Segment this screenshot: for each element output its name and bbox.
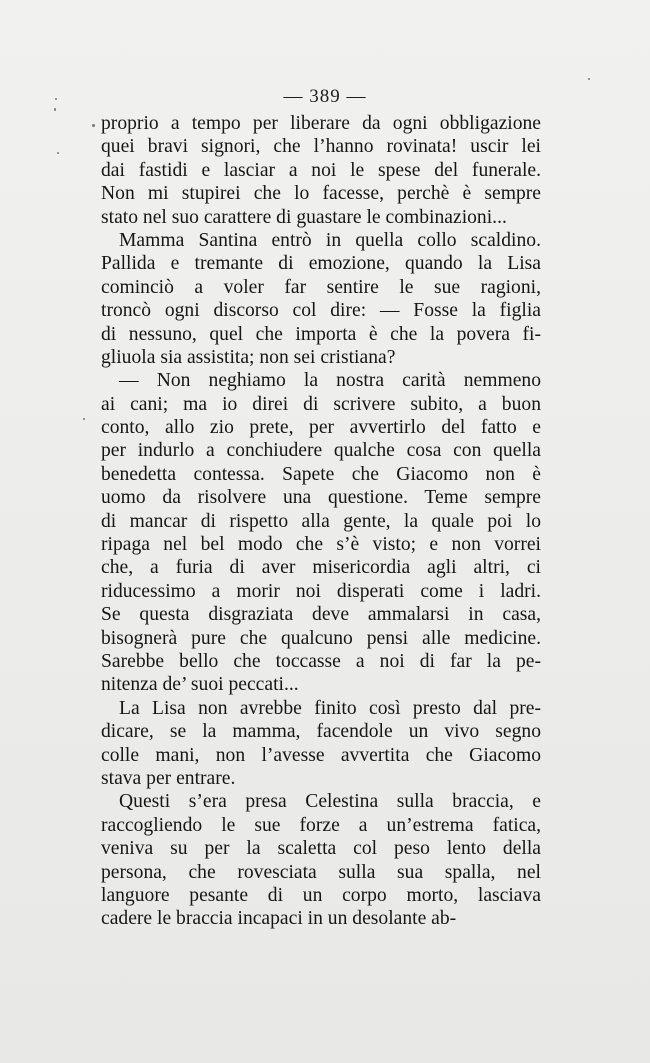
text-line: colle mani, non l’avesse avvertita che Giacomo bbox=[101, 744, 541, 766]
text-line: Se questa disgraziata deve ammalarsi in casa, bbox=[101, 604, 541, 626]
text-line: Mamma Santina entrò in quella collo scaldino. bbox=[119, 229, 541, 251]
page-number: — 389 — bbox=[283, 86, 367, 107]
text-line: bisognerà pure che qualcuno pensi alle medicine. bbox=[101, 627, 541, 649]
text-line: stava per entrare. bbox=[101, 767, 236, 789]
text-line: ripaga nel bel modo che s’è visto; e non vorrei bbox=[101, 534, 541, 556]
paragraph bbox=[101, 697, 541, 791]
paragraph bbox=[101, 229, 541, 369]
text-line: Pallida e tremante di emozione, quando la Lisa bbox=[101, 253, 541, 275]
text-line: dicare, se la mamma, facendole un vivo segno bbox=[101, 721, 541, 743]
text-line: per indurlo a conchiudere qualche cosa con quella bbox=[101, 440, 541, 462]
paragraph bbox=[101, 790, 541, 930]
text-line: di nessuno, quel che importa è che la povera fi- bbox=[101, 323, 541, 345]
text-line: gliuola sia assistita; non sei cristiana? bbox=[101, 346, 396, 368]
text-line: quei bravi signori, che l’hanno rovinata! uscir lei bbox=[101, 136, 541, 158]
text-line: Sarebbe bello che toccasse a noi di far la pe- bbox=[101, 650, 541, 672]
text-line: riducessimo a morir noi disperati come i ladri. bbox=[101, 580, 541, 602]
text-line: La Lisa non avrebbe finito così presto dal pre- bbox=[119, 697, 541, 719]
text-line: conto, allo zio prete, per avvertirlo del fatto e bbox=[101, 417, 541, 439]
text-line: stato nel suo carattere di guastare le combinazioni... bbox=[101, 206, 507, 228]
text-line: raccogliendo le sue forze a un’estrema fatica, bbox=[101, 814, 541, 836]
text-line: cadere le braccia incapaci in un desolante ab- bbox=[101, 908, 457, 930]
text-line: dai fastidi e lasciar a noi le spese del funerale. bbox=[101, 159, 541, 181]
text-line: cominciò a voler far sentire le sue ragioni, bbox=[101, 276, 541, 298]
text-line: — Non neghiamo la nostra carità nemmeno bbox=[119, 370, 541, 392]
ink-speck bbox=[588, 78, 590, 80]
text-line: di mancar di rispetto alla gente, la quale poi lo bbox=[101, 510, 541, 532]
ink-speck bbox=[57, 152, 59, 154]
text-line: ai cani; ma io direi di scrivere subito, a buon bbox=[101, 393, 541, 415]
text-line: che, a furia di aver misericordia agli altri, ci bbox=[101, 557, 541, 579]
text-line: Questi s’era presa Celestina sulla braccia, e bbox=[119, 791, 541, 813]
text-line: troncò ogni discorso col dire: — Fosse la figlia bbox=[101, 300, 541, 322]
text-line: proprio a tempo per liberare da ogni obbligazione bbox=[101, 113, 541, 134]
text-line: uomo da risolvere una questione. Teme sempre bbox=[101, 487, 541, 509]
text-line: benedetta contessa. Sapete che Giacomo non è bbox=[101, 463, 541, 485]
ink-speck bbox=[92, 124, 95, 127]
ink-speck bbox=[54, 108, 56, 111]
text-line: veniva su per la scaletta col peso lento della bbox=[101, 838, 541, 860]
text-line: nitenza de’ suoi peccati... bbox=[101, 674, 299, 696]
body-text bbox=[101, 112, 541, 931]
text-line: persona, che rovesciata sulla sua spalla, nel bbox=[101, 861, 541, 883]
text-line: languore pesante di un corpo morto, lasciava bbox=[101, 884, 541, 906]
paragraph bbox=[101, 112, 541, 229]
ink-speck bbox=[83, 418, 85, 420]
paragraph bbox=[101, 369, 541, 696]
text-line: Non mi stupirei che lo facesse, perchè è sempre bbox=[101, 183, 541, 205]
